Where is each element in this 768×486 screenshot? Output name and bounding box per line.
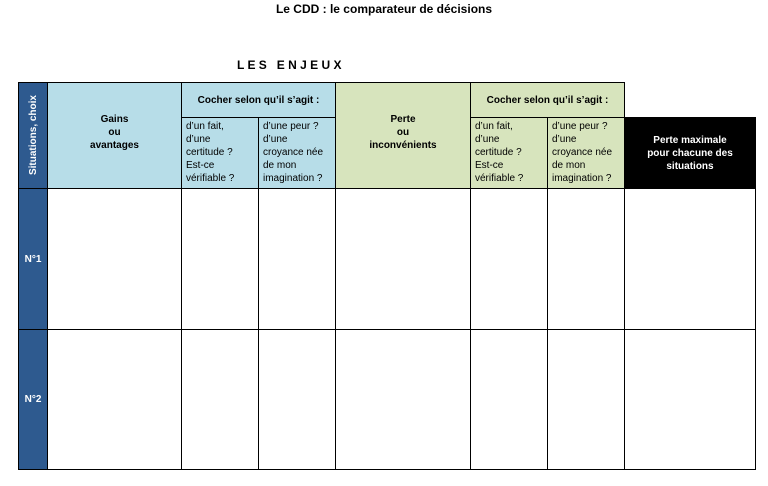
peur-2-line: d’une peur ? bbox=[552, 121, 608, 132]
cocher-header-2 bbox=[470, 82, 625, 118]
row-label-2 bbox=[18, 329, 48, 470]
row-2-peur-cell-1[interactable] bbox=[258, 329, 336, 470]
peur-2-line: d’une bbox=[552, 134, 577, 145]
row-1-number: N°1 bbox=[24, 253, 42, 265]
row-2-gains-cell[interactable] bbox=[47, 329, 182, 470]
row-1-peur-cell-2[interactable] bbox=[547, 188, 625, 330]
peur-header-1 bbox=[258, 117, 336, 189]
row-2-peur-cell-2[interactable] bbox=[547, 329, 625, 470]
row-1-perte-max-cell[interactable] bbox=[624, 188, 756, 330]
peur-1-line: croyance née bbox=[263, 147, 324, 158]
fait-1-line: Est-ce bbox=[186, 160, 215, 171]
row-2-perte-max-cell[interactable] bbox=[624, 329, 756, 470]
perte-max-line-1: Perte maximale bbox=[653, 134, 727, 146]
peur-header-2 bbox=[547, 117, 625, 189]
gains-line-3: avantages bbox=[90, 140, 139, 151]
row-1-fait-cell-1[interactable] bbox=[181, 188, 259, 330]
row-label-1 bbox=[18, 188, 48, 330]
peur-1-line: d’une bbox=[263, 134, 288, 145]
side-header-label: Situations, choix bbox=[27, 95, 39, 176]
peur-2-line: de mon bbox=[552, 160, 586, 171]
row-2-fait-cell-2[interactable] bbox=[470, 329, 548, 470]
row-1-fait-cell-2[interactable] bbox=[470, 188, 548, 330]
cocher-label-1: Cocher selon qu’il s’agit : bbox=[197, 94, 320, 106]
gains-header bbox=[47, 82, 182, 189]
perte-header bbox=[335, 82, 471, 189]
perte-max-header bbox=[624, 117, 756, 189]
perte-max-line-3: situations bbox=[666, 160, 714, 172]
perte-max-line-2: pour chacune des bbox=[647, 147, 733, 159]
row-2-fait-cell-1[interactable] bbox=[181, 329, 259, 470]
fait-1-line: vérifiable ? bbox=[186, 173, 235, 184]
perte-line-2: ou bbox=[396, 127, 410, 138]
perte-line-1: Perte bbox=[390, 114, 416, 125]
fait-2-line: d’un fait, bbox=[475, 121, 513, 132]
fait-2-line: vérifiable ? bbox=[475, 173, 524, 184]
cocher-header-1 bbox=[181, 82, 336, 118]
gains-line-1: Gains bbox=[100, 114, 129, 125]
fait-2-line: Est-ce bbox=[475, 160, 504, 171]
peur-1-line: de mon bbox=[263, 160, 297, 171]
fait-2-line: certitude ? bbox=[475, 147, 522, 158]
fait-header-1 bbox=[181, 117, 259, 189]
peur-2-line: croyance née bbox=[552, 147, 613, 158]
row-2-perte-cell[interactable] bbox=[335, 329, 471, 470]
row-1-gains-cell[interactable] bbox=[47, 188, 182, 330]
fait-2-line: d’une bbox=[475, 134, 500, 145]
fait-1-line: d’un fait, bbox=[186, 121, 224, 132]
section-heading: L E S E N J E U X bbox=[237, 58, 342, 72]
side-header-cell bbox=[18, 82, 48, 189]
peur-1-line: imagination ? bbox=[263, 173, 323, 184]
perte-line-3: inconvénients bbox=[369, 140, 437, 151]
row-1-peur-cell-1[interactable] bbox=[258, 188, 336, 330]
fait-1-line: d’une bbox=[186, 134, 211, 145]
fait-header-2 bbox=[470, 117, 548, 189]
peur-1-line: d’une peur ? bbox=[263, 121, 319, 132]
fait-1-line: certitude ? bbox=[186, 147, 233, 158]
gains-line-2: ou bbox=[108, 127, 121, 138]
cocher-label-2: Cocher selon qu’il s’agit : bbox=[486, 94, 609, 106]
row-1-perte-cell[interactable] bbox=[335, 188, 471, 330]
document-title: Le CDD : le comparateur de décisions bbox=[275, 2, 493, 16]
peur-2-line: imagination ? bbox=[552, 173, 612, 184]
row-2-number: N°2 bbox=[24, 394, 42, 405]
